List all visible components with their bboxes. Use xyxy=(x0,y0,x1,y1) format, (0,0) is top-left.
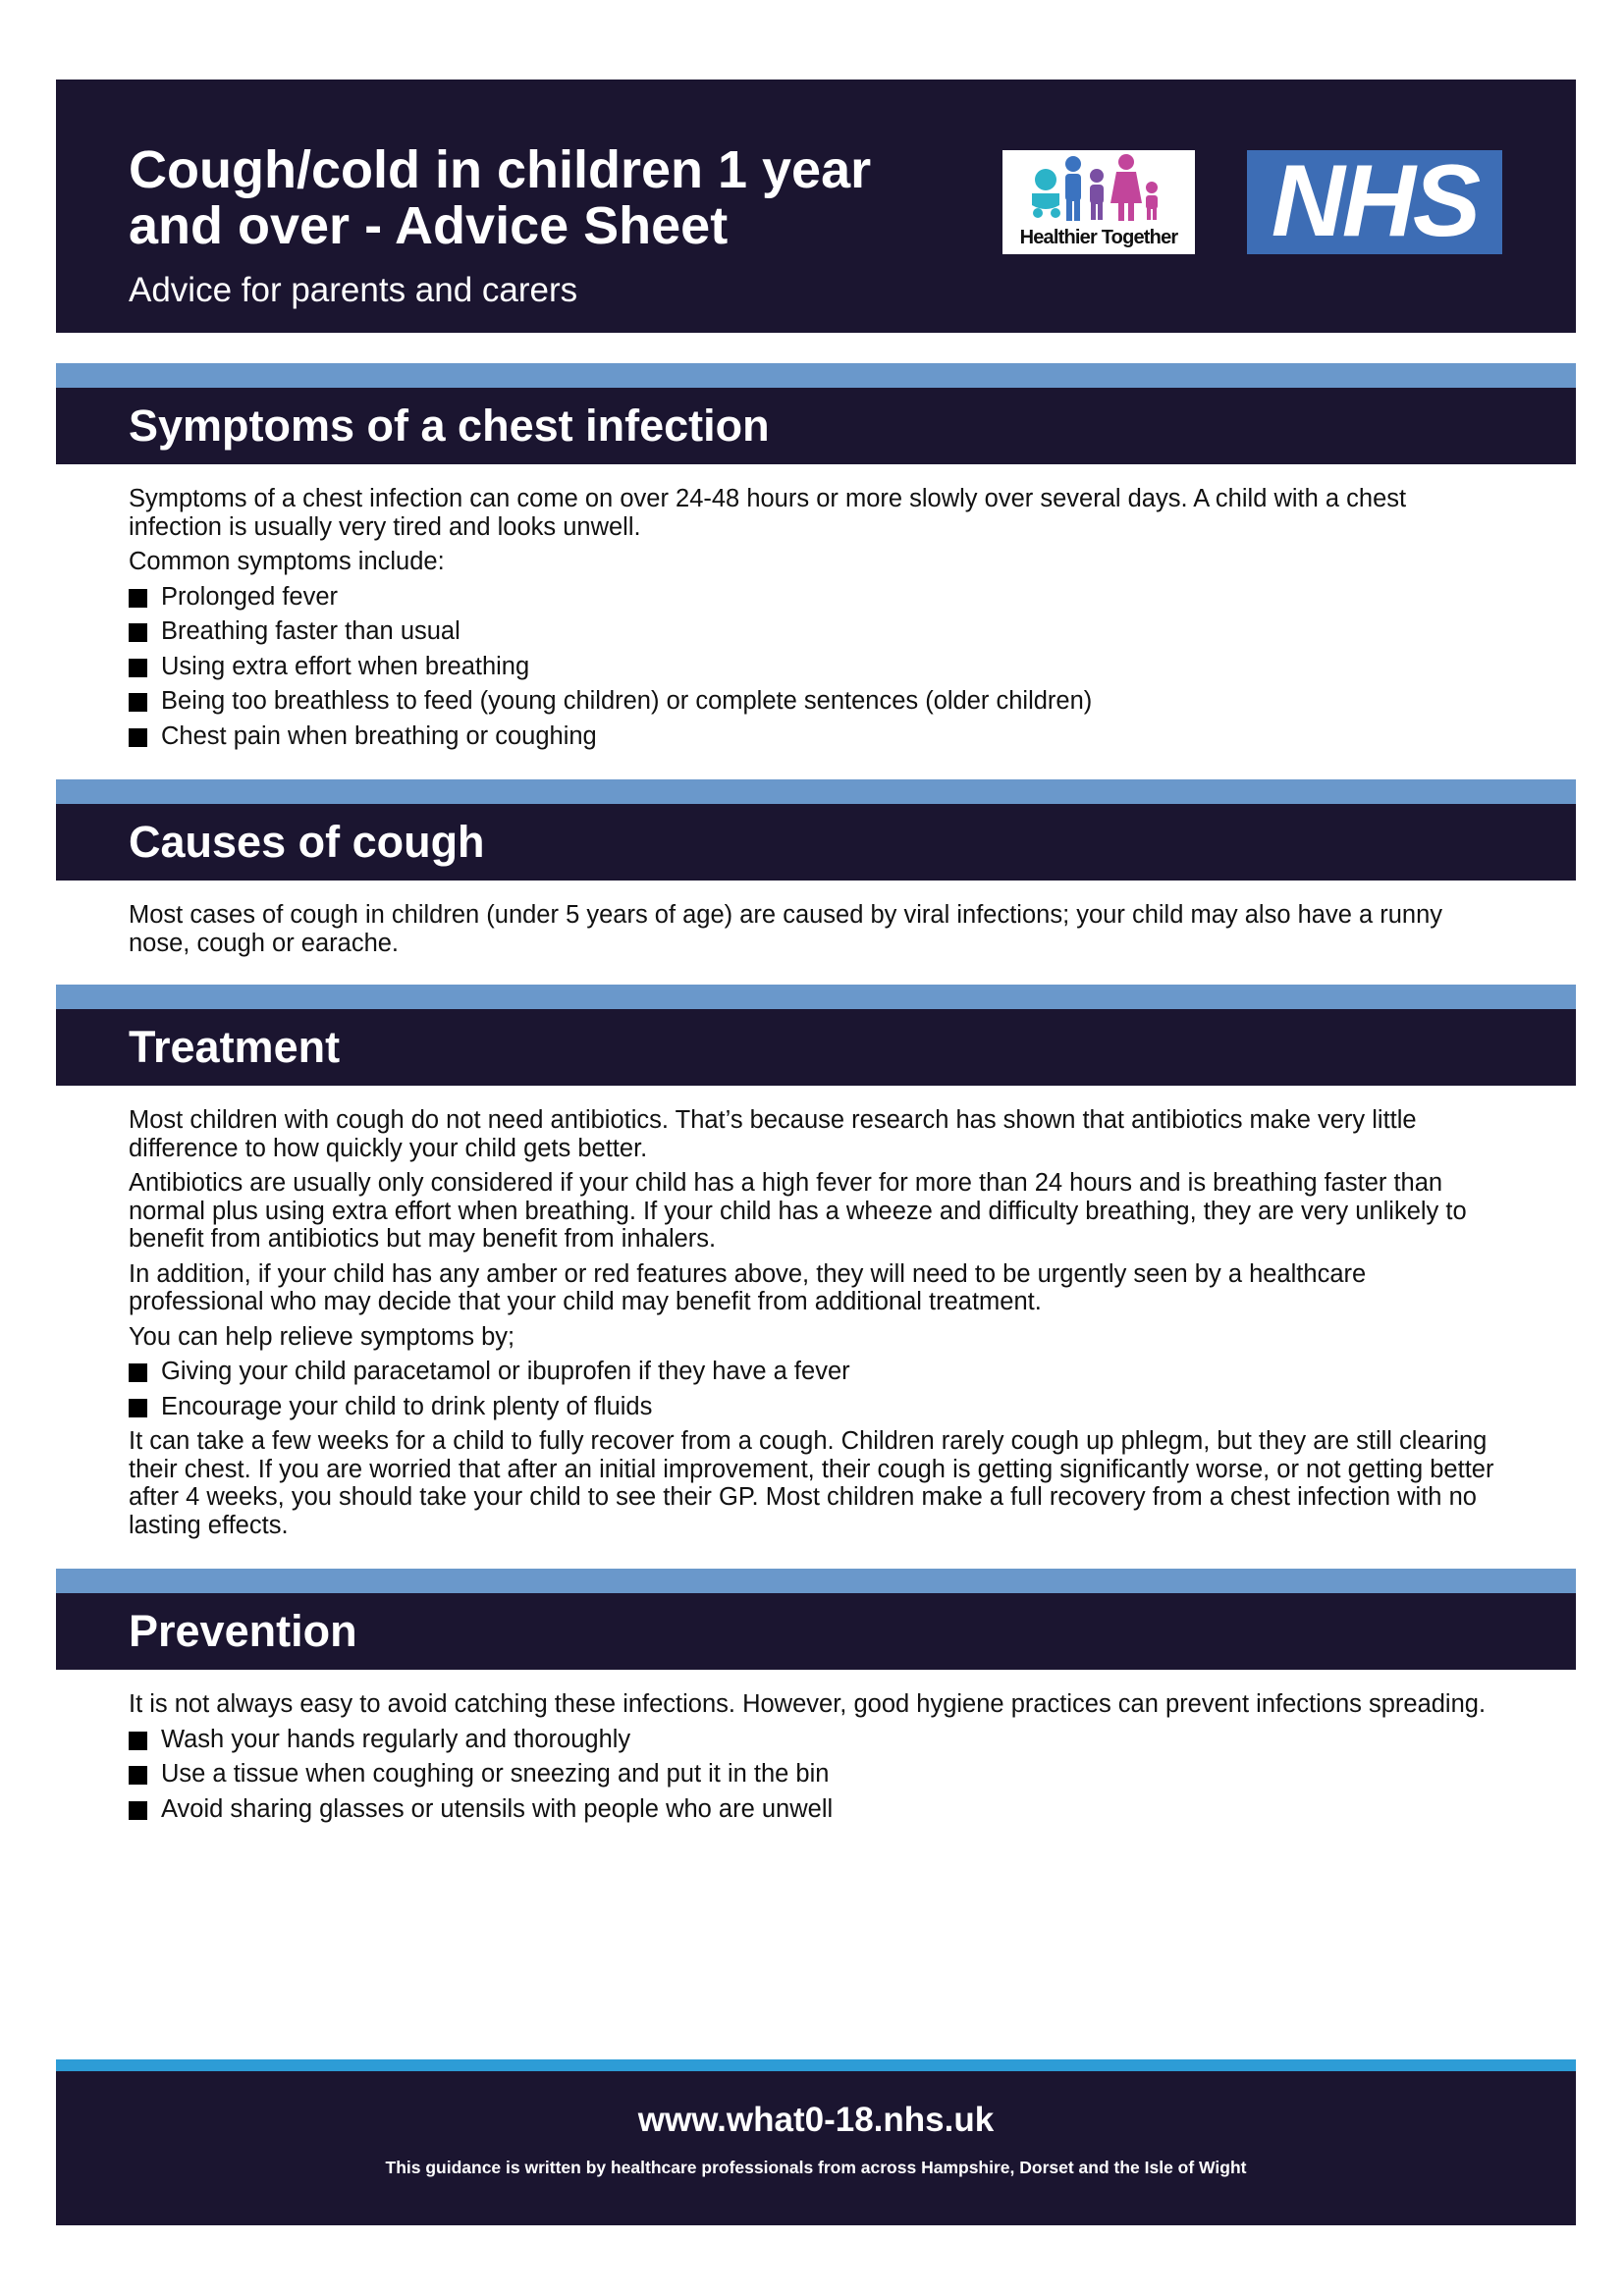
paragraph: You can help relieve symptoms by; xyxy=(129,1322,515,1351)
footer xyxy=(56,2071,1576,2225)
page-title xyxy=(129,142,934,254)
section-header-symptoms xyxy=(56,388,1576,464)
footer-website-link[interactable]: www.what0-18.nhs.uk xyxy=(637,2101,995,2139)
section-accent-causes xyxy=(56,779,1576,804)
square-bullet-icon xyxy=(129,1732,147,1750)
section-header-causes xyxy=(56,804,1576,881)
prevention-list xyxy=(129,1726,1503,1824)
list-item: Avoid sharing glasses or utensils with people who are unwell xyxy=(129,1795,1503,1824)
footer-note: This guidance is written by healthcare professionals from across Hampshire, Dorset and the Isle of Wight xyxy=(385,2158,1247,2177)
square-bullet-icon xyxy=(129,693,147,712)
square-bullet-icon xyxy=(129,659,147,677)
footer-accent xyxy=(56,2059,1576,2071)
family-icon xyxy=(1002,150,1195,229)
square-bullet-icon xyxy=(129,589,147,608)
square-bullet-icon xyxy=(129,728,147,747)
healthier-together-logo xyxy=(1002,150,1195,254)
symptom-list xyxy=(129,583,1503,751)
square-bullet-icon xyxy=(129,623,147,642)
list-item: Using extra effort when breathing xyxy=(129,653,1503,681)
title-line-2: and over - Advice Sheet xyxy=(129,196,729,255)
square-bullet-icon xyxy=(129,1801,147,1820)
square-bullet-icon xyxy=(129,1399,147,1417)
list-item: Encourage your child to drink plenty of fluids xyxy=(129,1393,1503,1421)
paragraph: Antibiotics are usually only considered if your child has a high fever for more than 24 hours and is breathing faster than normal plus using extra effort when breathing. If your child has a wheeze and difficulty breathing, they are very unlikely to benefit from antibiotics but may benefit from inhalers. xyxy=(129,1169,1467,1253)
section-body-prevention xyxy=(129,1690,1503,1830)
paragraph: Common symptoms include: xyxy=(129,548,445,575)
square-bullet-icon xyxy=(129,1363,147,1382)
section-body-treatment xyxy=(129,1106,1503,1546)
paragraph: Symptoms of a chest infection can come on over 24-48 hours or more slowly over several days. A child with a chest infection is usually very tired and looks unwell. xyxy=(129,485,1407,541)
paragraph: Most cases of cough in children (under 5 years of age) are caused by viral infections; your child may also have a runny nose, cough or earache. xyxy=(129,901,1443,957)
section-heading-causes: Causes of cough xyxy=(129,817,485,867)
section-heading-symptoms: Symptoms of a chest infection xyxy=(129,400,770,451)
nhs-logo xyxy=(1247,144,1502,258)
title-line-1: Cough/cold in children 1 year xyxy=(129,140,872,199)
section-accent-treatment xyxy=(56,985,1576,1009)
section-header-prevention xyxy=(56,1593,1576,1670)
square-bullet-icon xyxy=(129,1766,147,1785)
paragraph: It is not always easy to avoid catching these infections. However, good hygiene practices can prevent infections spreading. xyxy=(129,1690,1487,1718)
nhs-logo-text: NHS xyxy=(1271,144,1479,258)
relief-list xyxy=(129,1358,1503,1420)
header-banner xyxy=(56,80,1576,333)
section-accent-prevention xyxy=(56,1569,1576,1593)
list-item: Use a tissue when coughing or sneezing and put it in the bin xyxy=(129,1760,1503,1789)
list-item: Breathing faster than usual xyxy=(129,617,1503,646)
list-item: Prolonged fever xyxy=(129,583,1503,612)
section-accent-symptoms xyxy=(56,363,1576,388)
section-heading-treatment: Treatment xyxy=(129,1022,341,1072)
list-item: Being too breathless to feed (young children) or complete sentences (older children) xyxy=(129,687,1503,716)
page-subtitle: Advice for parents and carers xyxy=(129,271,578,309)
healthier-together-text: Healthier Together xyxy=(1019,227,1178,248)
list-item: Chest pain when breathing or coughing xyxy=(129,722,1503,751)
section-body-symptoms xyxy=(129,485,1503,757)
list-item: Giving your child paracetamol or ibuprofen if they have a fever xyxy=(129,1358,1503,1386)
section-body-causes xyxy=(129,901,1503,964)
section-heading-prevention: Prevention xyxy=(129,1606,357,1656)
paragraph: In addition, if your child has any amber or red features above, they will need to be urgently seen by a healthcare professional who may decide that your child may benefit from additional treatment. xyxy=(129,1259,1367,1315)
paragraph: It can take a few weeks for a child to fully recover from a cough. Children rarely cough up phlegm, but they are still clearing their chest. If you are worried that after an initial improvement, their cough is getting significantly worse, or not getting better after 4 weeks, you should take your child to see their GP. Most children make a full recovery from a chest infection with no lasting effects. xyxy=(129,1427,1494,1539)
paragraph: Most children with cough do not need antibiotics. That’s because research has shown that antibiotics make very little difference to how quickly your child gets better. xyxy=(129,1106,1417,1162)
list-item: Wash your hands regularly and thoroughly xyxy=(129,1726,1503,1754)
section-header-treatment xyxy=(56,1009,1576,1086)
